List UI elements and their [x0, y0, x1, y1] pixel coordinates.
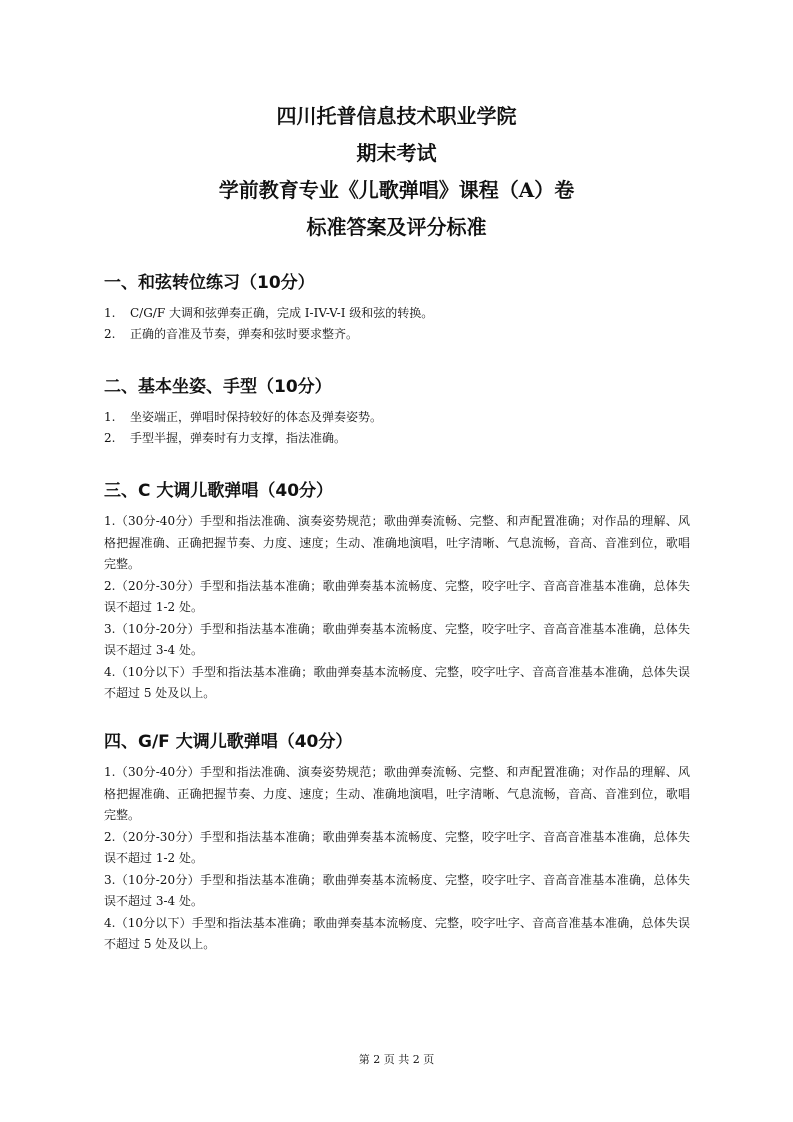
list-item	[104, 303, 690, 324]
item-text: 手型半握，弹奏时有力支撑，指法准确。	[130, 431, 347, 445]
item-text: C/G/F 大调和弦弹奏正确，完成 I-IV-V-I 级和弦的转换。	[130, 306, 434, 320]
criteria-paragraph: 3.（10分-20分）手型和指法基本准确；歌曲弹奏基本流畅度、完整，咬字吐字、音高音准基本准确，总体失误不超过 3-4 处。	[104, 872, 690, 908]
item-text: 坐姿端正，弹唱时保持较好的体态及弹奏姿势。	[130, 410, 383, 424]
item-text: 正确的音准及节奏，弹奏和弦时要求整齐。	[130, 327, 359, 341]
section-chord-inversion	[104, 271, 690, 345]
list-item	[104, 407, 690, 428]
criteria-list	[104, 303, 690, 345]
item-number: 1.	[104, 306, 116, 320]
section-heading: 四、G/F 大调儿歌弹唱（40分）	[104, 732, 353, 752]
section-posture-hand	[104, 375, 690, 449]
item-number: 1.	[104, 410, 116, 424]
criteria-list	[104, 407, 690, 449]
criteria-paragraph: 1.（30分-40分）手型和指法准确、演奏姿势规范；歌曲弹奏流畅、完整、和声配置准确；对作品的理解、风格把握准确、正确把握节奏、力度、速度；生动、准确地演唱，吐字清晰、气息流畅，音高、音准到位，歌唱完整。	[104, 514, 690, 571]
item-number: 2.	[104, 431, 116, 445]
page-number: 第 2 页 共 2 页	[358, 1053, 435, 1066]
section-heading: 一、和弦转位练习（10分）	[104, 273, 315, 293]
item-number: 2.	[104, 327, 116, 341]
criteria-paragraph: 1.（30分-40分）手型和指法准确、演奏姿势规范；歌曲弹奏流畅、完整、和声配置准确；对作品的理解、风格把握准确、正确把握节奏、力度、速度；生动、准确地演唱，吐字清晰、气息流畅，音高、音准到位，歌唱完整。	[104, 765, 690, 822]
criteria-paragraph: 4.（10分以下）手型和指法基本准确；歌曲弹奏基本流畅度、完整，咬字吐字、音高音准基本准确，总体失误不超过 5 处及以上。	[104, 664, 690, 700]
document-header	[0, 98, 793, 246]
section-heading: 三、C 大调儿歌弹唱（40分）	[104, 481, 334, 501]
criteria-paragraph: 2.（20分-30分）手型和指法基本准确；歌曲弹奏基本流畅度、完整，咬字吐字、音高音准基本准确，总体失误不超过 1-2 处。	[104, 829, 690, 865]
criteria-paragraph: 4.（10分以下）手型和指法基本准确；歌曲弹奏基本流畅度、完整，咬字吐字、音高音准基本准确，总体失误不超过 5 处及以上。	[104, 915, 690, 951]
section-c-major-song	[104, 479, 690, 705]
list-item	[104, 428, 690, 449]
answer-key-title: 标准答案及评分标准	[306, 215, 487, 239]
course-title: 学前教育专业《儿歌弹唱》课程（A）卷	[218, 178, 575, 202]
exam-title: 期末考试	[356, 141, 437, 165]
criteria-paragraph: 3.（10分-20分）手型和指法基本准确；歌曲弹奏基本流畅度、完整，咬字吐字、音高音准基本准确，总体失误不超过 3-4 处。	[104, 621, 690, 657]
criteria-paragraph: 2.（20分-30分）手型和指法基本准确；歌曲弹奏基本流畅度、完整，咬字吐字、音高音准基本准确，总体失误不超过 1-2 处。	[104, 578, 690, 614]
school-name: 四川托普信息技术职业学院	[276, 104, 517, 128]
section-gf-major-song	[104, 730, 690, 956]
section-heading: 二、基本坐姿、手型（10分）	[104, 377, 332, 397]
list-item	[104, 324, 690, 345]
